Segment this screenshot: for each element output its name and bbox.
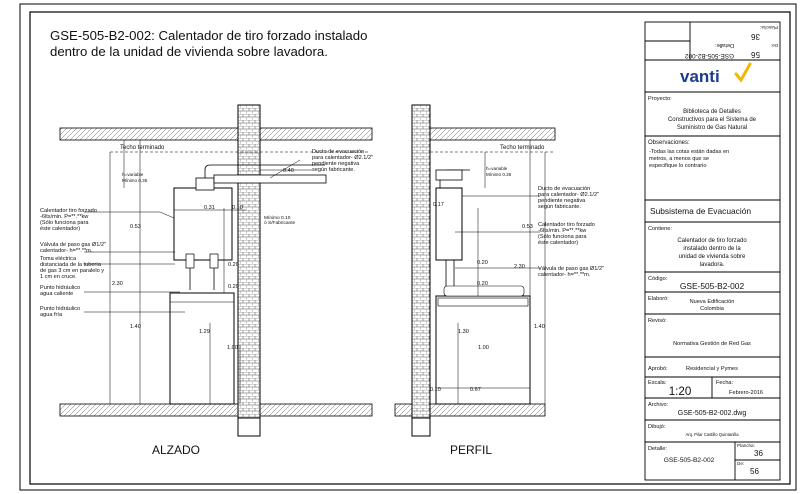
dim-230: 2.30: [112, 281, 123, 287]
tb-approved-value: Residencial y Pymes: [686, 366, 738, 372]
heater-label-2: -6lts/min. P=**.**kw: [40, 214, 89, 220]
tb-of-value: 56: [750, 467, 759, 476]
dim-100: 1.00: [227, 345, 238, 351]
title-line-2: dentro de la unidad de vivienda sobre lavadora.: [50, 44, 328, 59]
duct-label-4: según fabricante.: [312, 167, 355, 173]
hot-water-label-2: agua caliente: [40, 291, 74, 297]
tb-rot-sheet-label: Plancha:: [760, 25, 778, 30]
duct-label-2: para calentador- Ø2.1/2": [312, 155, 374, 161]
profile-valve-1: Válvula de paso gas Ø1/2": [538, 266, 605, 272]
tb-content-1: Calentador de tiro forzado: [677, 238, 747, 244]
tb-project-label: Proyecto:: [648, 96, 672, 102]
tb-rot-detail-label: Detalle:: [715, 42, 734, 48]
profile-heater-1: Calentador tiro forzado: [538, 222, 595, 228]
tb-reviewed-label: Revisó:: [648, 318, 667, 324]
tb-notes-2: metros, a menos que se: [649, 156, 710, 162]
tb-sheet-label: Plancha:: [737, 443, 755, 448]
min-distance-1: Mínimo 0.10: [264, 216, 291, 221]
profile-dim-020b: 0.20: [477, 281, 488, 287]
elevation-view-label: ALZADO: [152, 443, 201, 457]
dim-129: 1.29: [199, 329, 210, 335]
profile-dim-130: 1.30: [458, 329, 469, 335]
tb-approved-label: Aprobó:: [648, 366, 668, 372]
tb-date-label: Fecha:: [716, 380, 734, 386]
cold-water-label-1: Punto hidráulico: [40, 306, 81, 312]
elevation-ceiling-label: Techo terminado: [120, 145, 165, 151]
tb-prepared-2: Colombia: [700, 306, 724, 312]
profile-valve-2: calentador- h=**.**m.: [538, 272, 591, 278]
dim-020a: 0.20: [228, 262, 239, 268]
dim-053: 0.53: [130, 224, 141, 230]
elevation-hvar: h=variable: [122, 172, 144, 177]
tb-code-label: Código:: [648, 276, 668, 282]
cold-water-label-2: agua fría: [40, 312, 63, 318]
profile-heater-4: éste calentador): [538, 240, 579, 246]
tb-reviewed-value: Normativa Gestión de Red Gas: [673, 341, 751, 347]
tb-file-value: GSE-505-B2-002.dwg: [677, 410, 747, 417]
tb-rot-sheet-value: 36: [751, 32, 760, 41]
tb-drawn-value: Arq. Pilar Castillo Quintanilla: [685, 432, 739, 437]
title-line-1: GSE-505-B2-002: Calentador de tiro forzado instalado: [50, 28, 368, 43]
duct-label-1: Ducto de evacuación: [312, 149, 365, 155]
tb-content-4: lavadora.: [699, 262, 725, 268]
tb-code-value: GSE-505-B2-002: [679, 281, 745, 291]
profile-view-label: PERFIL: [450, 443, 493, 457]
profile-dim-100: 1.00: [478, 345, 489, 351]
dim-140: 1.40: [130, 324, 141, 330]
profile-dim-053: 0.53: [522, 224, 533, 230]
valve-label-2: calentador- h=**.**m.: [40, 248, 93, 254]
profile-dim-067: 0.67: [470, 387, 481, 393]
vanti-logo: vanti: [680, 67, 720, 86]
profile-heater-2: -6lts/min. P=**.**kw: [538, 228, 587, 234]
tb-file-label: Archivo:: [648, 402, 669, 408]
heater-label-3: (Sólo funciona para: [40, 220, 89, 226]
tb-content-2: instalado dentro de la: [683, 246, 741, 252]
profile-dim-017: 0.17: [433, 202, 444, 208]
tb-detail-value: GSE-505-B2-002: [663, 457, 715, 464]
tb-drawn-label: Dibujó:: [648, 424, 666, 430]
tb-scale-value: 1:20: [668, 385, 692, 398]
outlet-label-2: distanciada de la tubería: [40, 262, 101, 268]
tb-content-3: unidad de vivienda sobre: [678, 254, 746, 260]
profile-duct-4: según fabricante.: [538, 204, 581, 210]
outlet-label-1: Toma eléctrica: [40, 256, 77, 262]
tb-sheet-value: 36: [754, 449, 763, 458]
tb-project-3: Suministro de Gas Natural: [676, 125, 748, 131]
valve-label-1: Válvula de paso gas Ø1/2": [40, 242, 107, 248]
profile-duct-3: pendiente negativa: [538, 198, 586, 204]
profile-duct-2: para calentador- Ø2.1/2": [538, 192, 600, 198]
tb-notes-1: -Todas las cotas están dadas en: [649, 149, 730, 155]
profile-hvar: h=variable: [486, 166, 508, 171]
tb-project-2: Constructivos para el Sistema de: [667, 117, 757, 123]
dim-020b: 0.20: [228, 284, 239, 290]
profile-duct-1: Ducto de evacuación: [538, 186, 591, 192]
profile-dim-020a: 0.20: [477, 260, 488, 266]
tb-rot-of-label: De:: [770, 43, 778, 48]
tb-prepared-label: Elaboró:: [648, 296, 669, 302]
outlet-label-3: de gas 3 cm en paralelo y: [40, 268, 105, 274]
tb-notes-3: especifique lo contrario: [649, 163, 707, 169]
outlet-label-4: 1 cm en cruce.: [40, 274, 77, 280]
tb-notes-label: Observaciones:: [648, 140, 690, 146]
tb-scale-label: Escala:: [648, 380, 667, 386]
tb-project-1: Biblioteca de Detalles: [683, 109, 741, 115]
tb-of-label: De:: [737, 461, 745, 466]
dim-040: 0.40: [283, 168, 294, 174]
profile-heater-3: (Sólo funciona para: [538, 234, 587, 240]
tb-subsystem: Subsistema de Evacuación: [650, 206, 752, 216]
elevation-hmin: Mínimo 0.35: [122, 178, 148, 183]
tb-content-label: Contiene:: [648, 226, 672, 232]
heater-label-4: éste calentador): [40, 226, 81, 232]
profile-dim-230: 2.30: [514, 264, 525, 270]
dim-010: 0.10: [232, 205, 243, 211]
profile-hmin: Mínimo 0.35: [486, 172, 512, 177]
profile-dim-140: 1.40: [534, 324, 545, 330]
tb-date-value: Febrero-2016: [729, 390, 763, 396]
dim-031: 0.31: [204, 205, 215, 211]
hot-water-label-1: Punto hidráulico: [40, 285, 81, 291]
tb-detail-label: Detalle:: [648, 446, 667, 452]
tb-rot-of-value: 56: [751, 50, 760, 59]
heater-label-1: Calentador tiro forzado: [40, 208, 97, 214]
profile-ceiling-label: Techo terminado: [500, 145, 545, 151]
profile-dim-010: 0.10: [430, 387, 441, 393]
min-distance-2: ó S/Fabricante: [264, 221, 296, 226]
duct-label-3: pendiente negativa: [312, 161, 360, 167]
tb-rot-detail-value: GSE-505-B2-002: [684, 52, 734, 59]
tb-prepared-1: Nueva Edificación: [689, 299, 735, 305]
